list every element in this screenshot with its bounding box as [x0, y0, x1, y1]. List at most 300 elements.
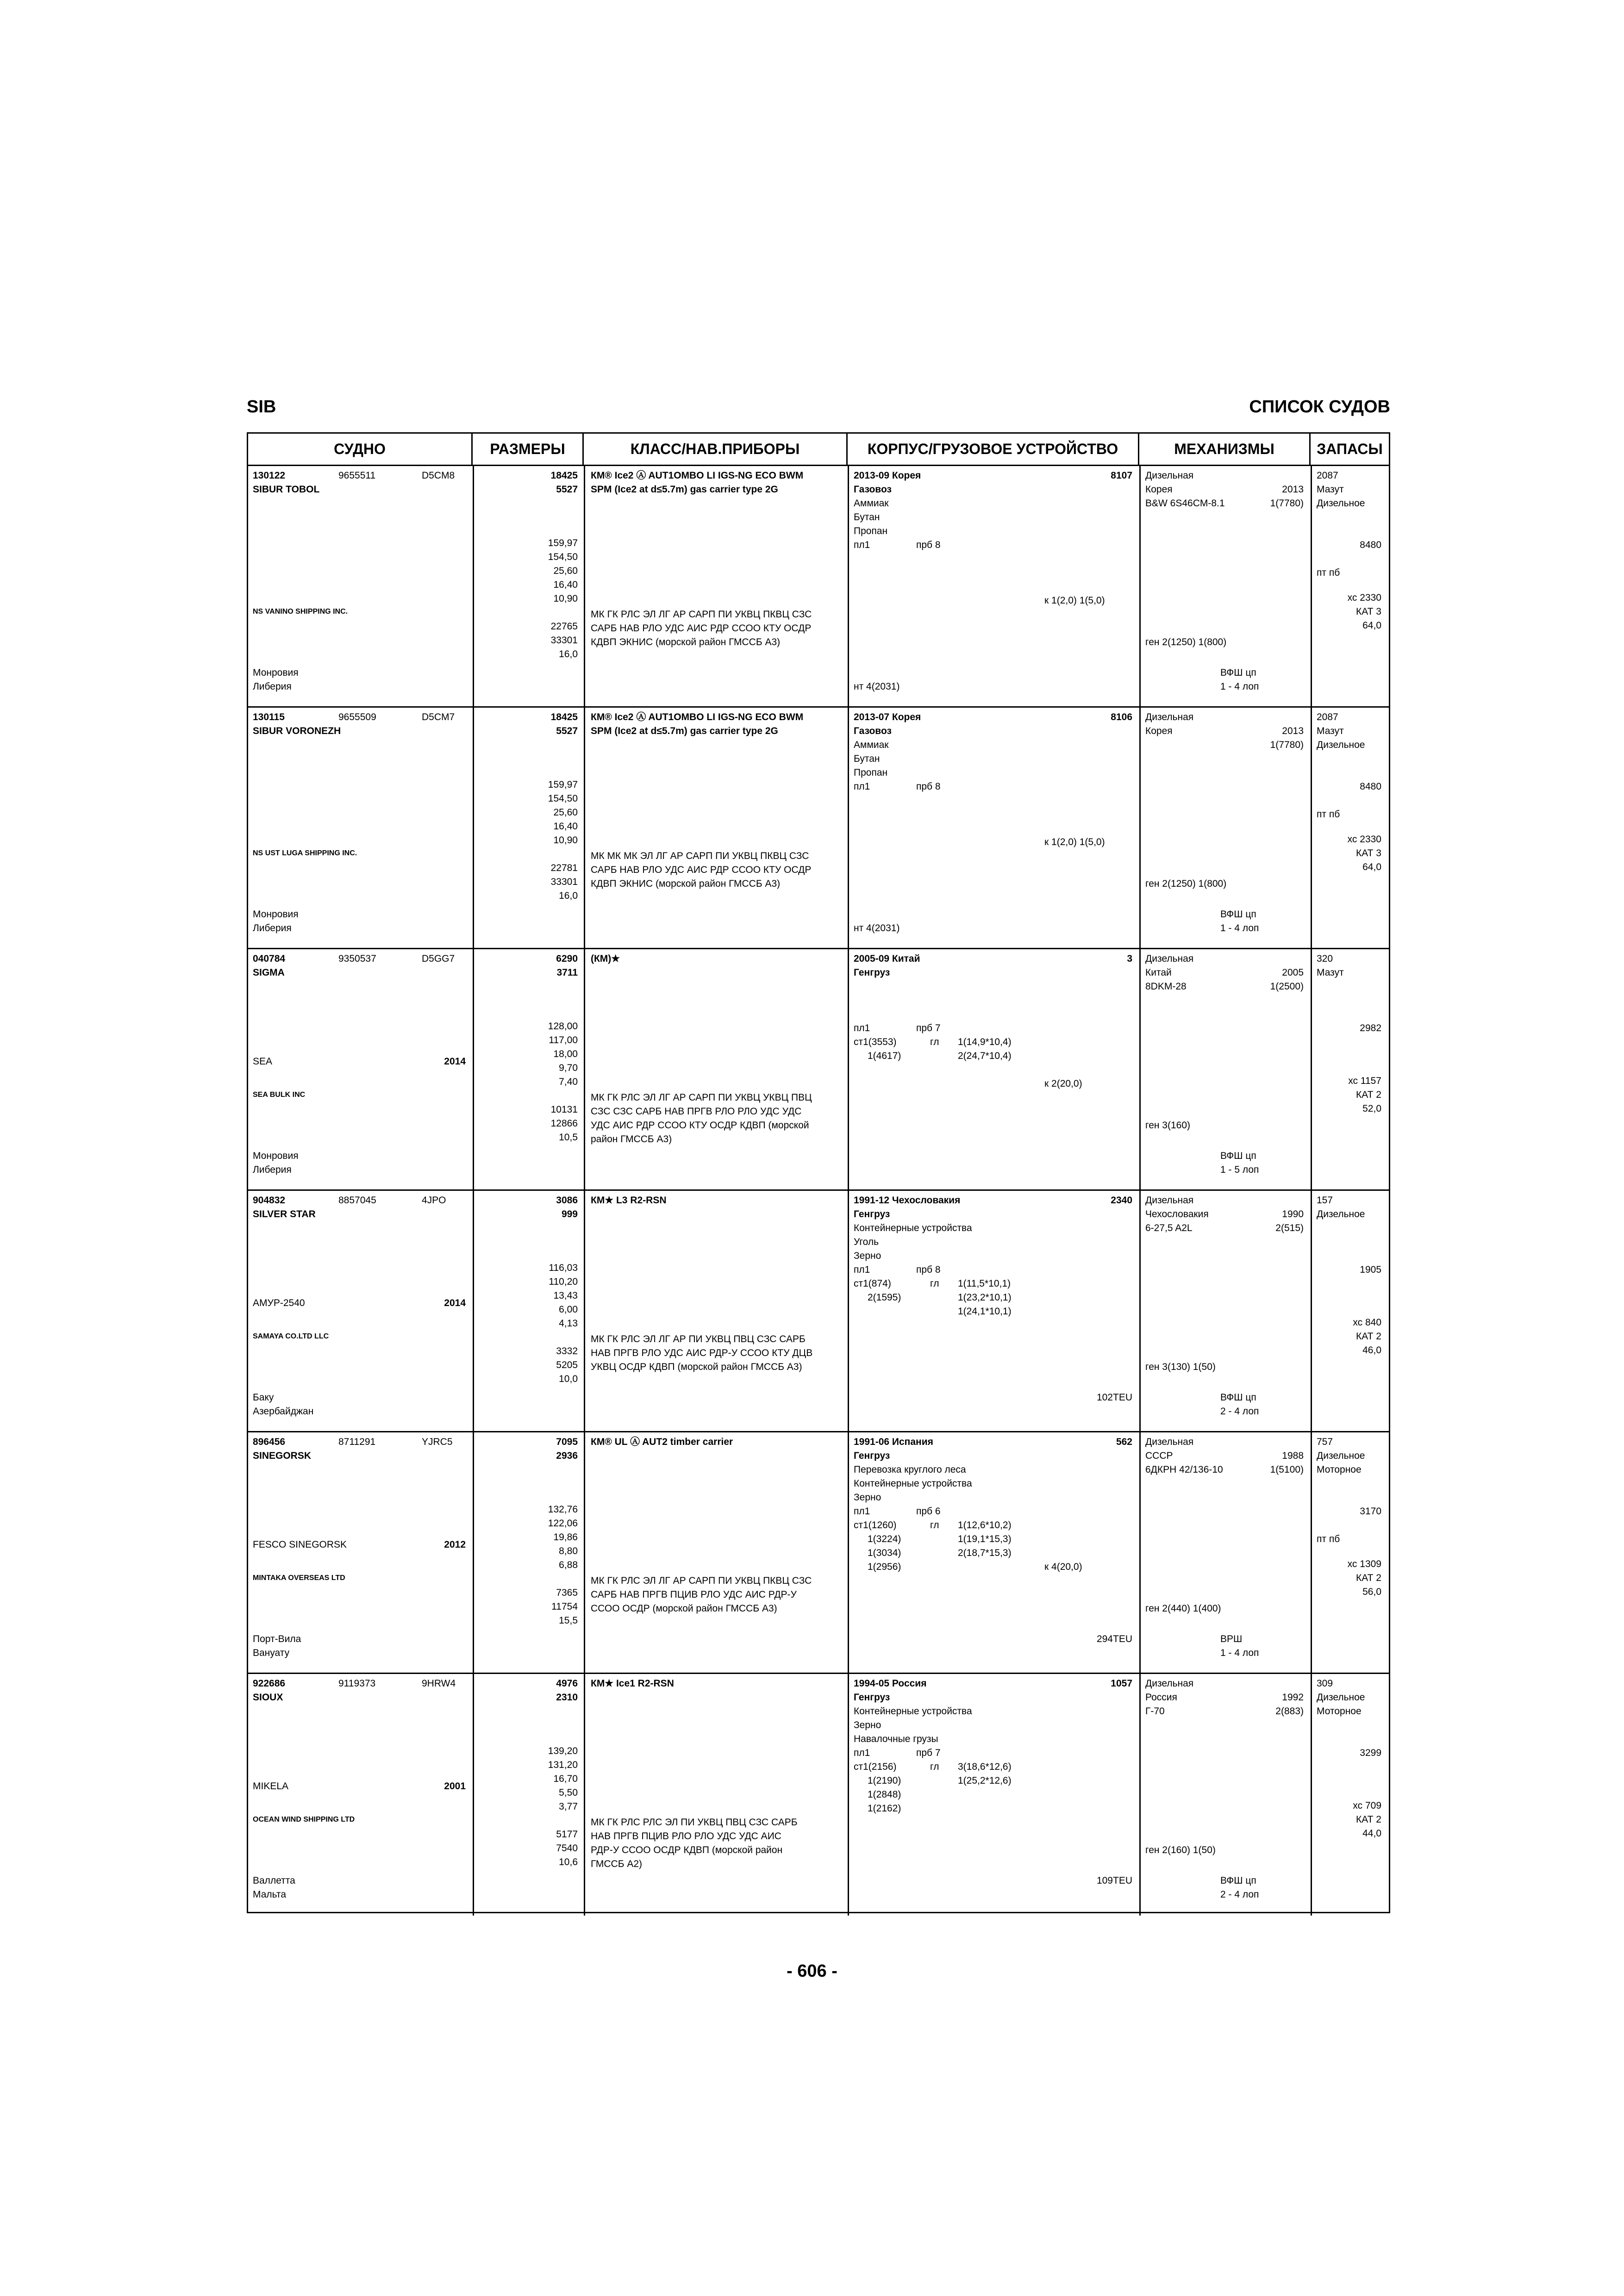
class-notation-2: SPM (Ice2 at d≤5.7m) gas carrier type 2G: [591, 484, 778, 495]
text-line: 3,77: [559, 1801, 578, 1812]
port-of-registry: Баку: [253, 1392, 274, 1403]
engine-power: 1(5100): [1270, 1464, 1304, 1475]
text-line: САРБ НАВ РЛО УДС АИС РДР ССОО КТУ ОСДР: [591, 865, 812, 875]
column-header-stores: ЗАПАСЫ: [1311, 434, 1389, 466]
dimensions: [480, 1261, 578, 1331]
ship-entry: [248, 1191, 1389, 1432]
port-of-registry: Валлетта: [253, 1875, 295, 1886]
text-line: 139,20: [548, 1746, 578, 1756]
ship-entry: [248, 466, 1389, 708]
text-line: Зерно: [854, 1720, 881, 1730]
ship-name: SINEGORSK: [253, 1450, 312, 1461]
text-line: 22781: [550, 863, 578, 873]
propeller: ВФШ цп: [1220, 1392, 1256, 1403]
text-line: ССОО ОСДР (морской район ГМССБ А3): [591, 1603, 777, 1614]
deadweight: [480, 1828, 578, 1869]
tonnage: [480, 1435, 578, 1463]
cargo-types: [854, 1207, 972, 1263]
text-line: Бутан: [854, 512, 880, 523]
build-year-country: 2005-09 Китай: [854, 953, 920, 964]
navigation-equipment: [591, 849, 811, 891]
tonnage: [480, 1194, 578, 1221]
call-sign: D5CM8: [422, 470, 455, 481]
category: КАТ 2: [1356, 1331, 1381, 1342]
registry-number: 922686: [253, 1678, 286, 1689]
text-line: МК ГК РЛС ЭЛ ЛГ АР САРП ПИ УКВЦ УКВЦ ПВЦ: [591, 1092, 812, 1103]
cranes: к 1(2,0) 1(5,0): [1044, 837, 1105, 847]
engine-model: 6-27,5 A2L: [1145, 1223, 1193, 1233]
owner: NS UST LUGA SHIPPING INC.: [253, 849, 357, 857]
hull-cell: 1(2190): [868, 1775, 901, 1786]
port-of-registry: Монровия: [253, 667, 299, 678]
yard-number: 1057: [1111, 1678, 1132, 1689]
engine-model: 6ДКРН 42/136-10: [1145, 1464, 1223, 1475]
ship-entry: [248, 708, 1389, 949]
owner: SAMAYA CO.LTD LLC: [253, 1332, 329, 1340]
text-line: 15,5: [559, 1615, 578, 1626]
text-line: 116,03: [549, 1263, 578, 1273]
text-line: 25,60: [553, 566, 578, 576]
category-value: 46,0: [1362, 1345, 1381, 1356]
column-header-machinery: МЕХАНИЗМЫ: [1139, 434, 1311, 466]
hull-cell: прб 8: [916, 540, 941, 550]
deadweight: [480, 1103, 578, 1145]
navigation-equipment: [591, 1091, 812, 1146]
flag-state: Либерия: [253, 923, 292, 933]
hull-extra: нт 4(2031): [854, 923, 900, 933]
text-line: 5,50: [559, 1787, 578, 1798]
imo-number: 9119373: [338, 1678, 376, 1689]
text-line: 18,00: [553, 1049, 578, 1059]
hull-cell: гл: [930, 1761, 939, 1772]
propeller-blades: 1 - 4 лоп: [1220, 681, 1259, 692]
build-year-country: 1994-05 Россия: [854, 1678, 927, 1689]
text-line: Уголь: [854, 1237, 879, 1247]
text-line: 999: [561, 1209, 578, 1220]
fuel-capacity: 309: [1317, 1678, 1333, 1689]
text-line: Бутан: [854, 753, 880, 764]
yard-number: 3: [1127, 953, 1132, 964]
propeller: ВФШ цп: [1220, 667, 1256, 678]
engine-type: Дизельная: [1145, 712, 1194, 722]
text-line: 117,00: [549, 1035, 578, 1045]
text-line: 2936: [556, 1450, 578, 1461]
text-line: 5527: [556, 484, 578, 495]
engine-power: 1(7780): [1270, 740, 1304, 750]
text-line: ГМССБ А2): [591, 1859, 643, 1869]
hull-cell: ст1(874): [854, 1278, 891, 1289]
text-line: 154,50: [548, 793, 578, 804]
call-sign: D5CM7: [422, 712, 455, 722]
text-line: 4,13: [559, 1318, 578, 1329]
text-line: 10,90: [553, 835, 578, 846]
refrigeration: хс 1309: [1347, 1559, 1381, 1569]
text-line: КДВП ЭКНИС (морской район ГМССБ А3): [591, 878, 781, 889]
yard-number: 8107: [1111, 470, 1132, 481]
text-line: 16,40: [553, 579, 578, 590]
text-line: Газовоз: [854, 484, 892, 495]
text-line: Контейнерные устройства: [854, 1478, 972, 1489]
yard-number: 562: [1116, 1437, 1132, 1447]
engine-power: 1(7780): [1270, 498, 1304, 509]
text-line: 13,43: [553, 1290, 578, 1301]
hull-cell: пл1: [854, 1748, 870, 1758]
port-of-registry: Монровия: [253, 909, 299, 920]
fuel-capacity: 157: [1317, 1195, 1333, 1206]
teu-capacity: 294TEU: [1096, 1634, 1132, 1644]
owner: SEA BULK INC: [253, 1091, 306, 1099]
class-notation: КМ® Ice2 Ⓐ AUT1OMBO LI IGS-NG ECO BWM: [591, 712, 804, 722]
category: КАТ 2: [1356, 1089, 1381, 1100]
fuel-capacity: 2087: [1317, 470, 1338, 481]
fuel-type-2: Дизельное: [1317, 498, 1365, 509]
header-right: СПИСОК СУДОВ: [1249, 397, 1390, 417]
text-line: Навалочные грузы: [854, 1734, 938, 1744]
ship-entry: [248, 949, 1389, 1191]
ballast-capacity: 3299: [1360, 1748, 1381, 1758]
owner: MINTAKA OVERSEAS LTD: [253, 1574, 345, 1582]
fuel-type-2: Моторное: [1317, 1706, 1362, 1717]
former-name-year: 2014: [444, 1298, 466, 1308]
text-line: 10,6: [559, 1857, 578, 1867]
text-line: НАВ ПРГВ РЛО УДС АИС РДР-У ССОО КТУ ДЦВ: [591, 1348, 813, 1358]
text-line: 7365: [556, 1587, 578, 1598]
text-line: Генгруз: [854, 1209, 890, 1220]
text-line: Аммиак: [854, 498, 889, 509]
ship-name: SIBUR TOBOL: [253, 484, 320, 495]
hull-cell: 2(1595): [868, 1292, 901, 1303]
class-notation: (КМ)★: [591, 953, 620, 964]
deadweight: [480, 1586, 578, 1628]
build-year-country: 2013-07 Корея: [854, 712, 921, 722]
hull-cell: прб 7: [916, 1748, 941, 1758]
dimensions: [480, 1020, 578, 1089]
text-line: 154,50: [548, 552, 578, 562]
text-line: 5177: [556, 1829, 578, 1840]
text-line: 159,97: [548, 538, 578, 548]
text-line: МК ГК РЛС РЛС ЭЛ ПИ УКВЦ ПВЦ СЗС САРБ: [591, 1817, 798, 1828]
text-line: 33301: [550, 635, 578, 646]
text-line: Пропан: [854, 526, 888, 536]
hull-cell: 1(24,1*10,1): [958, 1306, 1012, 1317]
class-notation: КМ★ L3 R2-RSN: [591, 1195, 667, 1206]
fire-equipment: пт пб: [1317, 809, 1340, 820]
fuel-type: Дизельное: [1317, 1450, 1365, 1461]
cranes: к 1(2,0) 1(5,0): [1044, 595, 1105, 606]
text-line: МК ГК РЛС ЭЛ ЛГ АР САРП ПИ УКВЦ ПКВЦ СЗС: [591, 609, 812, 620]
text-line: 3711: [556, 967, 578, 978]
text-line: 8,80: [559, 1546, 578, 1556]
tonnage: [480, 469, 578, 497]
call-sign: 9HRW4: [422, 1678, 456, 1689]
propeller: ВФШ цп: [1220, 909, 1256, 920]
former-name-year: 2012: [444, 1539, 466, 1550]
hull-cell: прб 6: [916, 1506, 941, 1517]
tonnage: [480, 952, 578, 980]
dimensions: [480, 778, 578, 847]
fuel-type: Мазут: [1317, 967, 1344, 978]
text-line: 7095: [556, 1437, 578, 1447]
class-notation: КМ® UL Ⓐ AUT2 timber carrier: [591, 1437, 733, 1447]
text-line: 159,97: [548, 779, 578, 790]
navigation-equipment: [591, 1816, 798, 1871]
text-line: 16,0: [559, 890, 578, 901]
category: КАТ 2: [1356, 1814, 1381, 1825]
text-line: САРБ НАВ РЛО УДС АИС РДР ССОО КТУ ОСДР: [591, 623, 812, 634]
hull-cell: гл: [930, 1520, 939, 1531]
category-value: 56,0: [1362, 1587, 1381, 1597]
hull-cell: 3(18,6*12,6): [958, 1761, 1012, 1772]
hull-cell: 1(3034): [868, 1548, 901, 1558]
former-name-year: 2014: [444, 1056, 466, 1067]
propeller: ВРШ: [1220, 1634, 1243, 1644]
text-line: Аммиак: [854, 740, 889, 750]
fuel-capacity: 2087: [1317, 712, 1338, 722]
hull-cell: пл1: [854, 1264, 870, 1275]
fuel-type-2: Моторное: [1317, 1464, 1362, 1475]
cargo-types: [854, 483, 892, 538]
text-line: 132,76: [548, 1504, 578, 1515]
cargo-types: [854, 1691, 972, 1746]
owner: NS VANINO SHIPPING INC.: [253, 608, 348, 616]
text-line: район ГМССБ А3): [591, 1134, 672, 1145]
header-left: SIB: [247, 397, 276, 417]
class-notation-2: SPM (Ice2 at d≤5.7m) gas carrier type 2G: [591, 726, 778, 736]
build-year-country: 1991-06 Испания: [854, 1437, 933, 1447]
fuel-type: Мазут: [1317, 726, 1344, 736]
generators: ген 2(160) 1(50): [1145, 1845, 1216, 1855]
text-line: Зерно: [854, 1251, 881, 1261]
hull-cell: 2(18,7*15,3): [958, 1548, 1012, 1558]
engine-type: Дизельная: [1145, 1437, 1194, 1447]
text-line: 128,00: [548, 1021, 578, 1032]
hull-cell: прб 7: [916, 1023, 941, 1033]
cargo-types: [854, 724, 892, 780]
cranes: к 2(20,0): [1044, 1078, 1082, 1089]
ship-name: SIOUX: [253, 1692, 283, 1703]
former-name: АМУР-2540: [253, 1298, 305, 1308]
navigation-equipment: [591, 608, 812, 649]
former-name: SEA: [253, 1056, 273, 1067]
flag-state: Либерия: [253, 1164, 292, 1175]
text-line: 9,70: [559, 1063, 578, 1073]
text-line: 5205: [556, 1360, 578, 1370]
ship-name: SIBUR VORONEZH: [253, 726, 341, 736]
registry-number: 896456: [253, 1437, 286, 1447]
hull-cell: прб 8: [916, 1264, 941, 1275]
hull-cell: ст1(3553): [854, 1037, 897, 1047]
refrigeration: хс 2330: [1347, 834, 1381, 845]
category-value: 64,0: [1362, 862, 1381, 872]
text-line: 3332: [556, 1346, 578, 1356]
text-line: 6,88: [559, 1560, 578, 1570]
former-name: FESCO SINEGORSK: [253, 1539, 347, 1550]
text-line: МК ГК РЛС ЭЛ ЛГ АР ПИ УКВЦ ПВЦ СЗС САРБ: [591, 1334, 806, 1344]
fuel-capacity: 320: [1317, 953, 1333, 964]
hull-cell: 1(2162): [868, 1803, 901, 1814]
propeller-blades: 1 - 4 лоп: [1220, 1648, 1259, 1658]
registry-number: 040784: [253, 953, 286, 964]
class-notation: КМ★ Ice1 R2-RSN: [591, 1678, 674, 1689]
cranes: к 4(20,0): [1044, 1562, 1082, 1572]
column-header-hull: КОРПУС/ГРУЗОВОЕ УСТРОЙСТВО: [848, 434, 1139, 466]
column-header-class: КЛАСС/НАВ.ПРИБОРЫ: [584, 434, 848, 466]
engine-year: 2013: [1282, 484, 1304, 495]
registry-number: 130122: [253, 470, 286, 481]
fuel-type: Дизельное: [1317, 1209, 1365, 1220]
fuel-capacity: 757: [1317, 1437, 1333, 1447]
engine-country: Корея: [1145, 726, 1173, 736]
navigation-equipment: [591, 1332, 812, 1374]
hull-cell: 1(23,2*10,1): [958, 1292, 1012, 1303]
fuel-type: Дизельное: [1317, 1692, 1365, 1703]
hull-cell: 1(25,2*12,6): [958, 1775, 1012, 1786]
refrigeration: хс 709: [1353, 1800, 1381, 1811]
text-line: РДР-У ССОО ОСДР КДВП (морской район: [591, 1845, 783, 1855]
engine-model: Г-70: [1145, 1706, 1165, 1717]
text-line: 12866: [550, 1118, 578, 1129]
text-line: 19,86: [553, 1532, 578, 1543]
generators: ген 2(440) 1(400): [1145, 1603, 1221, 1614]
text-line: 33301: [550, 877, 578, 887]
hull-cell: пл1: [854, 781, 870, 792]
deadweight: [480, 620, 578, 661]
text-line: УКВЦ ОСДР КДВП (морской район ГМССБ А3): [591, 1362, 802, 1372]
hull-cell: ст1(2156): [854, 1761, 897, 1772]
text-line: 122,06: [548, 1518, 578, 1529]
call-sign: 4JPO: [422, 1195, 446, 1206]
fuel-type: Мазут: [1317, 484, 1344, 495]
column-header-dimensions: РАЗМЕРЫ: [473, 434, 584, 466]
hull-cell: гл: [930, 1037, 939, 1047]
text-line: Контейнерные устройства: [854, 1223, 972, 1233]
text-line: Перевозка круглого леса: [854, 1464, 966, 1475]
text-line: 22765: [550, 621, 578, 632]
text-line: УДС АИС РДР ССОО КТУ ОСДР КДВП (морской: [591, 1120, 809, 1131]
ballast-capacity: 1905: [1360, 1264, 1381, 1275]
fuel-type-2: Дизельное: [1317, 740, 1365, 750]
category-value: 52,0: [1362, 1103, 1381, 1114]
text-line: 4976: [556, 1678, 578, 1689]
text-line: 16,40: [553, 821, 578, 832]
text-line: 131,20: [548, 1760, 578, 1770]
category: КАТ 2: [1356, 1573, 1381, 1583]
engine-year: 2005: [1282, 967, 1304, 978]
hull-cell: 1(11,5*10,1): [958, 1278, 1011, 1289]
column-header-vessel: СУДНО: [248, 434, 473, 466]
text-line: 7540: [556, 1843, 578, 1854]
flag-state: Мальта: [253, 1889, 287, 1900]
tonnage: [480, 1677, 578, 1705]
text-line: 6290: [556, 953, 578, 964]
hull-cell: гл: [930, 1278, 939, 1289]
build-year-country: 2013-09 Корея: [854, 470, 921, 481]
text-line: МК МК МК ЭЛ ЛГ АР САРП ПИ УКВЦ ПКВЦ СЗС: [591, 851, 809, 861]
engine-model: B&W 6S46CM-8.1: [1145, 498, 1225, 509]
navigation-equipment: [591, 1574, 812, 1616]
hull-cell: пл1: [854, 540, 870, 550]
hull-cell: 1(14,9*10,4): [958, 1037, 1012, 1047]
teu-capacity: 109TEU: [1096, 1875, 1132, 1886]
hull-cell: 1(3224): [868, 1534, 901, 1544]
text-line: МК ГК РЛС ЭЛ ЛГ АР САРП ПИ УКВЦ ПКВЦ СЗС: [591, 1575, 812, 1586]
engine-power: 1(2500): [1270, 981, 1304, 992]
engine-year: 1988: [1282, 1450, 1304, 1461]
ballast-capacity: 3170: [1360, 1506, 1381, 1517]
port-of-registry: Монровия: [253, 1151, 299, 1161]
text-line: 110,20: [549, 1276, 578, 1287]
text-line: 18425: [550, 470, 578, 481]
engine-power: 2(883): [1275, 1706, 1304, 1717]
engine-country: Корея: [1145, 484, 1173, 495]
engine-type: Дизельная: [1145, 470, 1194, 481]
text-line: НАВ ПРГВ ПЦИВ РЛО РЛО УДС УДС АИС: [591, 1831, 781, 1842]
hull-cell: пл1: [854, 1506, 870, 1517]
deadweight: [480, 861, 578, 903]
ship-entry: [248, 1674, 1389, 1916]
imo-number: 9655511: [338, 470, 376, 481]
cargo-types: [854, 1449, 972, 1505]
imo-number: 9350537: [338, 953, 376, 964]
yard-number: 8106: [1111, 712, 1132, 722]
ship-name: SIGMA: [253, 967, 285, 978]
call-sign: D5GG7: [422, 953, 455, 964]
text-line: 5527: [556, 726, 578, 736]
engine-type: Дизельная: [1145, 1195, 1194, 1206]
text-line: Генгруз: [854, 967, 890, 978]
category-value: 44,0: [1362, 1828, 1381, 1839]
hull-cell: 2(24,7*10,4): [958, 1051, 1012, 1061]
dimensions: [480, 1744, 578, 1814]
refrigeration: хс 1157: [1348, 1076, 1381, 1086]
tonnage: [480, 710, 578, 738]
ballast-capacity: 8480: [1360, 540, 1381, 550]
category: КАТ 3: [1356, 848, 1381, 859]
hull-cell: прб 8: [916, 781, 941, 792]
dimensions: [480, 1503, 578, 1572]
ballast-capacity: 2982: [1360, 1023, 1381, 1033]
flag-state: Либерия: [253, 681, 292, 692]
hull-cell: пл1: [854, 1023, 870, 1033]
text-line: Контейнерные устройства: [854, 1706, 972, 1717]
propeller-blades: 2 - 4 лоп: [1220, 1889, 1259, 1900]
page-number: - 606 -: [787, 1961, 837, 1981]
hull-extra: нт 4(2031): [854, 681, 900, 692]
fire-equipment: пт пб: [1317, 567, 1340, 578]
hull-cell: 1(2956): [868, 1562, 901, 1572]
former-name-year: 2001: [444, 1781, 466, 1792]
text-line: Генгруз: [854, 1450, 890, 1461]
text-line: 6,00: [559, 1304, 578, 1315]
flag-state: Вануату: [253, 1648, 290, 1658]
deadweight: [480, 1344, 578, 1386]
engine-year: 1990: [1282, 1209, 1304, 1220]
cargo-types: [854, 966, 890, 980]
propeller-blades: 1 - 4 лоп: [1220, 923, 1259, 933]
ship-register-table: [247, 432, 1390, 1913]
engine-power: 2(515): [1275, 1223, 1304, 1233]
dimensions: [480, 536, 578, 606]
ballast-capacity: 8480: [1360, 781, 1381, 792]
text-line: 11754: [551, 1601, 578, 1612]
engine-country: СССР: [1145, 1450, 1173, 1461]
hull-cell: 1(4617): [868, 1051, 901, 1061]
text-line: Зерно: [854, 1492, 881, 1503]
teu-capacity: 102TEU: [1096, 1392, 1132, 1403]
text-line: 3086: [556, 1195, 578, 1206]
engine-model: 8DKM-28: [1145, 981, 1187, 992]
hull-cell: 1(12,6*10,2): [958, 1520, 1012, 1531]
